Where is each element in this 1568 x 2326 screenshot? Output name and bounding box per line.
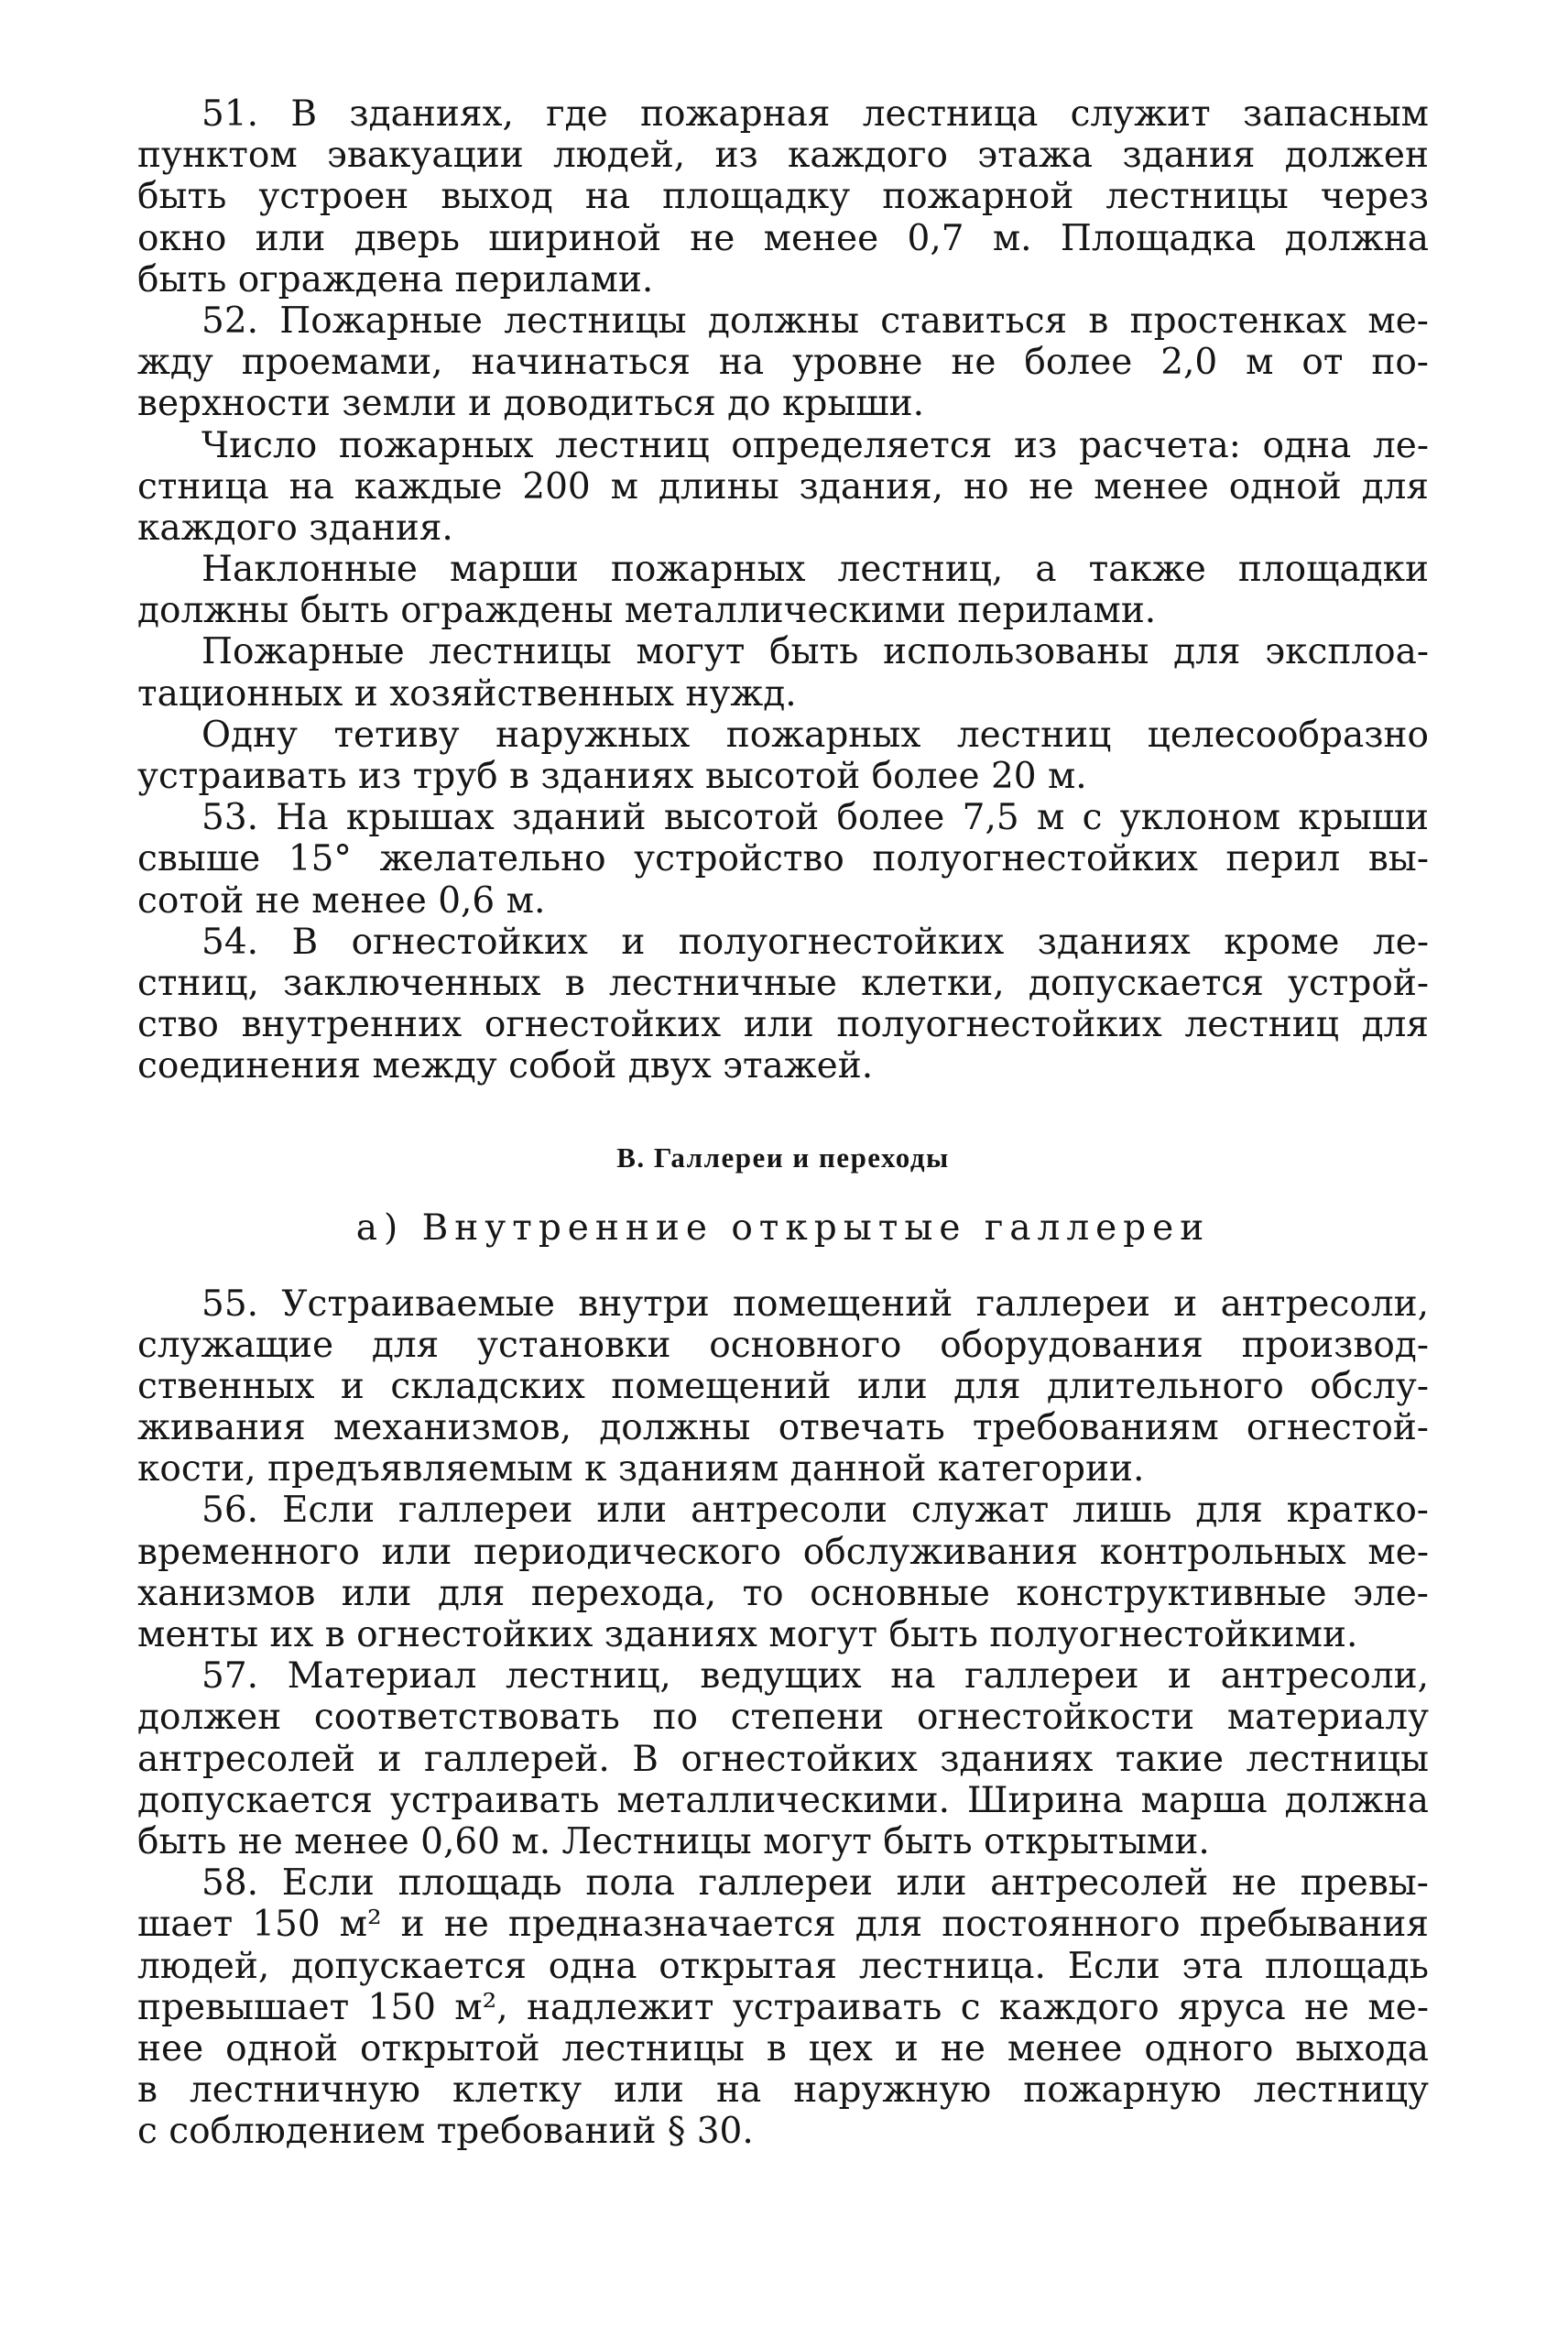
text-line: с соблюдением требований § 30. xyxy=(137,2111,754,2153)
text-line: должен соответствовать по степени огнестойкости материалу xyxy=(137,1697,1429,1739)
text-line: кости, предъявляемым к зданиям данной категории. xyxy=(137,1448,1145,1491)
text-line: 58. Если площадь пола галлереи или антресолей не превы- xyxy=(201,1862,1429,1905)
text-line: служащие для установки основного оборудования производ- xyxy=(137,1324,1429,1366)
text-line: людей, допускается одна открытая лестница. Если эта площадь xyxy=(137,1945,1429,1987)
text-line: Наклонные марши пожарных лестниц, а также площадки xyxy=(201,549,1429,591)
text-line: нее одной открытой лестницы в цех и не менее одного выхода xyxy=(137,2027,1429,2069)
section-paragraphs-51-54 xyxy=(137,93,1429,1087)
text-line: сотой не менее 0,6 м. xyxy=(137,879,546,922)
text-line: быть не менее 0,60 м. Лестницы могут быть открытыми. xyxy=(137,1820,1210,1862)
text-line: верхности земли и доводиться до крыши. xyxy=(137,383,925,425)
text-line: временного или периодического обслуживания контрольных ме- xyxy=(137,1531,1429,1573)
section-heading: В. Галлереи и переходы xyxy=(616,1141,950,1174)
text-line: устраивать из труб в зданиях высотой более 20 м. xyxy=(137,756,1087,797)
text-line: быть устроен выход на площадку пожарной лестницы через xyxy=(137,176,1429,218)
text-line: 53. На крышах зданий высотой более 7,5 м с уклоном крыши xyxy=(201,797,1429,839)
text-line: в лестничную клетку или на наружную пожарную лестницу xyxy=(137,2069,1429,2112)
text-line: ство внутренних огнестойких или полуогнестойких лестниц для xyxy=(137,1004,1429,1046)
text-line: шает 150 м² и не предназначается для постоянного пребывания xyxy=(137,1904,1429,1946)
text-line: 54. В огнестойких и полуогнестойких зданиях кроме ле- xyxy=(201,921,1429,963)
text-line: менты их в огнестойких зданиях могут быть полуогнестойкими. xyxy=(137,1614,1358,1655)
text-line: 52. Пожарные лестницы должны ставиться в простенках ме- xyxy=(201,300,1429,342)
text-line: окно или дверь шириной не менее 0,7 м. Площадка должна xyxy=(137,217,1429,259)
text-line: 56. Если галлереи или антресоли служат лишь для кратко- xyxy=(201,1490,1429,1532)
document-page xyxy=(137,93,1429,2152)
text-line: каждого здания. xyxy=(137,507,453,549)
text-line: стниц, заключенных в лестничные клетки, допускается устрой- xyxy=(137,962,1429,1004)
text-line: стница на каждые 200 м длины здания, но не менее одной для xyxy=(137,465,1429,508)
section-paragraphs-55-58 xyxy=(137,1283,1429,2153)
text-line: Число пожарных лестниц определяется из расчета: одна ле- xyxy=(201,424,1429,466)
text-line: Одну тетиву наружных пожарных лестниц целесообразно xyxy=(201,714,1429,756)
text-line: 51. В зданиях, где пожарная лестница служит запасным xyxy=(201,93,1429,135)
text-line: свыше 15° желательно устройство полуогнестойких перил вы- xyxy=(137,838,1429,880)
text-line: ственных и складских помещений или для длительного обслу- xyxy=(137,1365,1429,1407)
text-line: соединения между собой двух этажей. xyxy=(137,1045,874,1087)
text-line: живания механизмов, должны отвечать требованиям огнестой- xyxy=(137,1407,1429,1449)
text-line: допускается устраивать металлическими. Ширина марша должна xyxy=(137,1779,1429,1821)
text-line: должны быть ограждены металлическими перилами. xyxy=(137,590,1157,632)
text-line: Пожарные лестницы могут быть использованы для эксплоа- xyxy=(201,631,1429,673)
text-line: антресолей и галлерей. В огнестойких зданиях такие лестницы xyxy=(137,1738,1429,1780)
text-line: жду проемами, начинаться на уровне не более 2,0 м от по- xyxy=(137,342,1429,384)
section-subheading: а) Внутренние открытые галлереи xyxy=(355,1207,1211,1249)
text-line: 55. Устраиваемые внутри помещений галлереи и антресоли, xyxy=(201,1283,1429,1325)
text-line: тационных и хозяйственных нужд. xyxy=(137,672,797,715)
text-line: ханизмов или для перехода, то основные конструктивные эле- xyxy=(137,1572,1429,1614)
text-line: быть ограждена перилами. xyxy=(137,258,654,300)
text-line: превышает 150 м², надлежит устраивать с каждого яруса не ме- xyxy=(137,1986,1429,2028)
text-line: 57. Материал лестниц, ведущих на галлереи и антресоли, xyxy=(201,1655,1429,1698)
text-line: пунктом эвакуации людей, из каждого этажа здания должен xyxy=(137,135,1429,177)
